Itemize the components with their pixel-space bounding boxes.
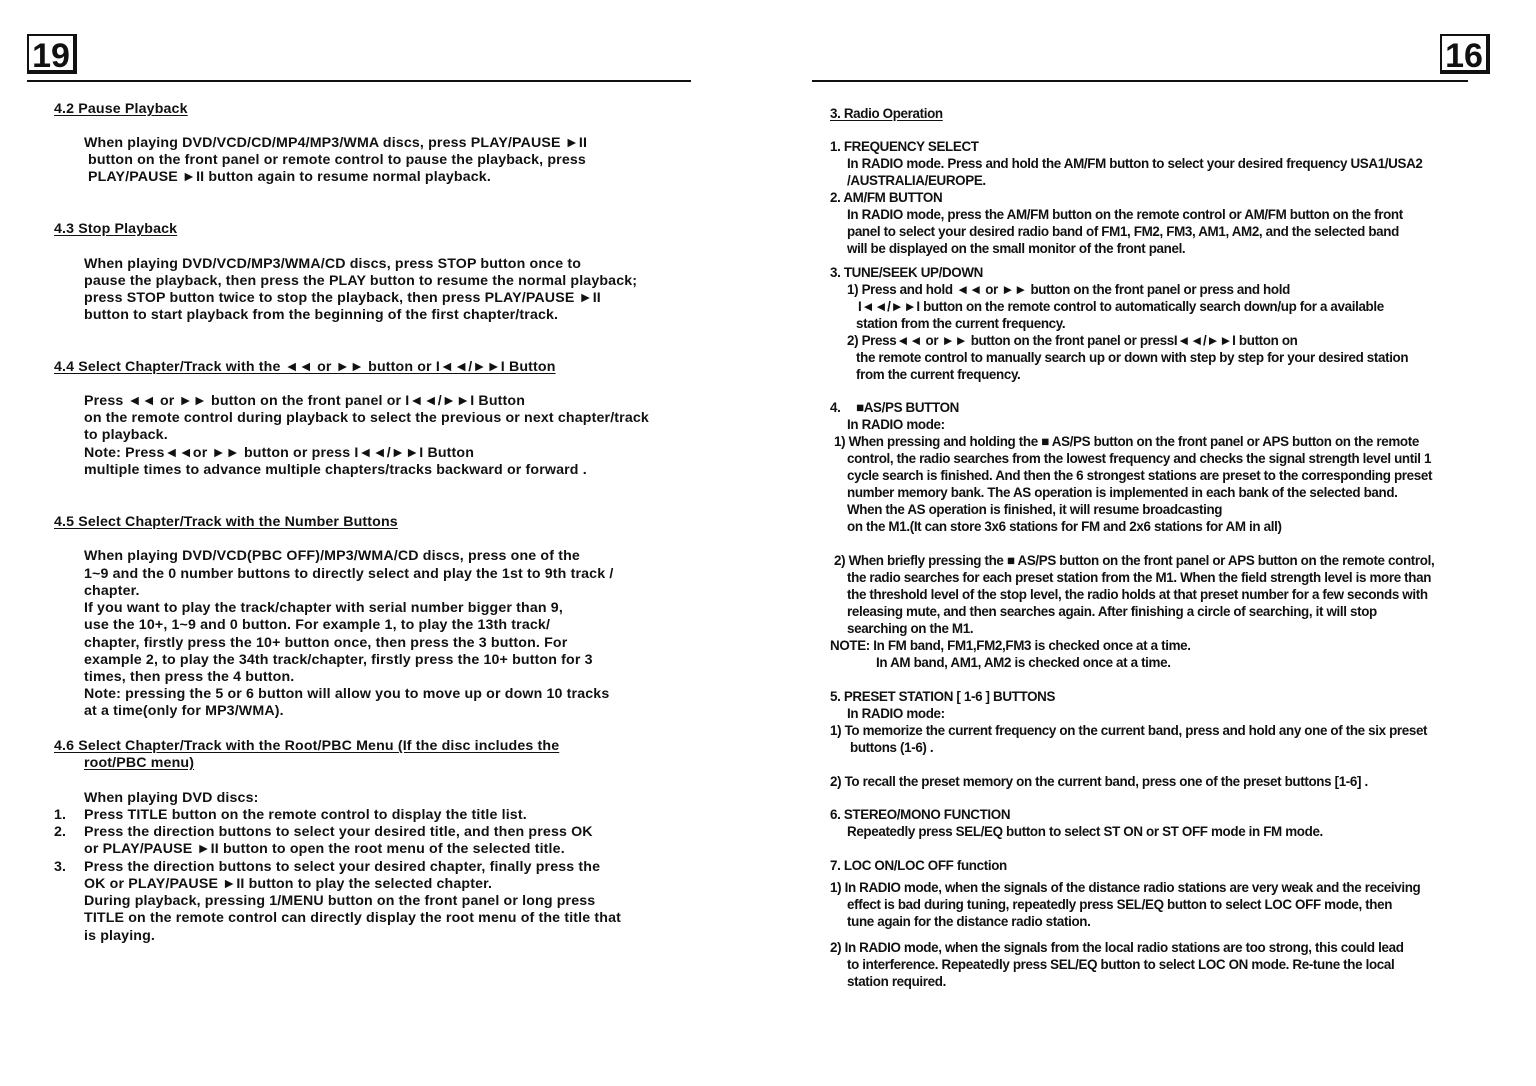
text-line: the threshold level of the stop level, the radio holds at that preset number for a few seconds with — [847, 587, 1428, 602]
text-line: 1) When pressing and holding the ■ AS/PS button on the front panel or APS button on the remote — [834, 434, 1419, 449]
list-number: 4. — [830, 400, 841, 415]
text-line: number memory bank. The AS operation is implemented in each bank of the selected band. — [847, 485, 1398, 500]
right-header-rule — [812, 80, 1468, 82]
left-page-number: 19 — [27, 34, 77, 74]
text-line: When playing DVD/VCD/CD/MP4/MP3/WMA discs, press PLAY/PAUSE ►II — [84, 135, 588, 151]
text-line: use the 10+, 1~9 and 0 button. For example 1, to play the 13th track/ — [84, 617, 551, 633]
text-line: releasing mute, and then searches again. After finishing a circle of searching, it will stop — [847, 604, 1377, 619]
text-line: at a time(only for MP3/WMA). — [84, 703, 284, 719]
text-line: 2) When briefly pressing the ■ AS/PS button on the front panel or APS button on the remote control, — [834, 553, 1435, 568]
text-line: During playback, pressing 1/MENU button on the front panel or long press — [84, 893, 596, 909]
text-line: to interference. Repeatedly press SEL/EQ button to select LOC ON mode. Re-tune the local — [847, 957, 1395, 972]
text-line: on the remote control during playback to select the previous or next chapter/track — [84, 410, 649, 426]
text-line: 2) Press◄◄ or ►► button on the front panel or pressI◄◄/►►I button on — [847, 333, 1298, 348]
text-line: Press the direction buttons to select your desired title, and then press OK — [84, 824, 593, 840]
text-line: times, then press the 4 button. — [84, 669, 295, 685]
text-line: multiple times to advance multiple chapters/tracks backward or forward . — [84, 462, 587, 478]
heading-4-3: 4.3 Stop Playback — [54, 221, 178, 237]
list-number: 2. — [54, 824, 67, 840]
text-line: cycle search is finished. And then the 6 strongest stations are preset to the corresponding preset — [847, 468, 1433, 483]
text-line: station required. — [847, 974, 946, 989]
text-line: is playing. — [84, 928, 156, 944]
text-line: Press the direction buttons to select your desired chapter, finally press the — [84, 859, 601, 875]
right-page-number: 16 — [1440, 34, 1490, 74]
text-line: /AUSTRALIA/EUROPE. — [847, 173, 986, 188]
text-line: will be displayed on the small monitor of the front panel. — [847, 241, 1186, 256]
text-line: chapter, firstly press the 10+ button once, then press the 3 button. For — [84, 635, 568, 651]
heading-4-2: 4.2 Pause Playback — [54, 101, 188, 117]
text-line: When playing DVD/VCD/MP3/WMA/CD discs, press STOP button once to — [84, 256, 582, 272]
text-line: In RADIO mode. Press and hold the AM/FM button to select your desired frequency USA1/USA2 — [847, 156, 1423, 171]
text-line: buttons (1-6) . — [850, 740, 934, 755]
text-line: 2) In RADIO mode, when the signals from the local radio stations are too strong, this could lead — [830, 940, 1404, 955]
text-line: control, the radio searches from the lowest frequency and checks the signal strength level until 1 — [847, 451, 1432, 466]
text-line: from the current frequency. — [856, 367, 1021, 382]
text-line: 1~9 and the 0 number buttons to directly select and play the 1st to 9th track / — [84, 566, 614, 582]
text-line: Press ◄◄ or ►► button on the front panel or I◄◄/►►I Button — [84, 393, 526, 409]
text-line: PLAY/PAUSE ►II button again to resume normal playback. — [88, 169, 491, 185]
heading-4-5: 4.5 Select Chapter/Track with the Number Buttons — [54, 514, 398, 530]
text-line: 1. FREQUENCY SELECT — [830, 139, 979, 154]
text-line: to playback. — [84, 427, 168, 443]
text-line: 5. PRESET STATION [ 1-6 ] BUTTONS — [830, 689, 1056, 704]
text-line: In AM band, AM1, AM2 is checked once at a time. — [876, 655, 1171, 670]
text-line: 1) In RADIO mode, when the signals of the distance radio stations are very weak and the receiving — [830, 880, 1421, 895]
text-line: button to start playback from the beginning of the first chapter/track. — [84, 307, 559, 323]
text-line: panel to select your desired radio band of FM1, FM2, FM3, AM1, AM2, and the selected band — [847, 224, 1399, 239]
text-line: When playing DVD/VCD(PBC OFF)/MP3/WMA/CD discs, press one of the — [84, 548, 580, 564]
text-line: ■AS/PS BUTTON — [856, 400, 959, 415]
text-line: TITLE on the remote control can directly display the root menu of the title that — [84, 910, 621, 926]
heading-radio-operation: 3. Radio Operation — [830, 106, 943, 121]
text-line: the radio searches for each preset station from the M1. When the field strength level is more than — [847, 570, 1432, 585]
text-line: button on the front panel or remote control to pause the playback, press — [88, 152, 586, 168]
text-line: I◄◄/►►I button on the remote control to automatically search down/up for a available — [858, 299, 1384, 314]
text-line: In RADIO mode: — [847, 706, 945, 721]
text-line: Note: Press◄◄or ►► button or press I◄◄/►►I Button — [84, 445, 475, 461]
text-line: When playing DVD discs: — [84, 790, 259, 806]
text-line: NOTE: In FM band, FM1,FM2,FM3 is checked once at a time. — [830, 638, 1191, 653]
text-line: 6. STEREO/MONO FUNCTION — [830, 807, 1011, 822]
text-line: pause the playback, then press the PLAY button to resume the normal playback; — [84, 273, 638, 289]
text-line: 1) To memorize the current frequency on the current band, press and hold any one of the six preset — [830, 723, 1428, 738]
text-line: chapter. — [84, 583, 140, 599]
text-line: station from the current frequency. — [856, 316, 1066, 331]
text-line: Press TITLE button on the remote control to display the title list. — [84, 807, 527, 823]
text-line: press STOP button twice to stop the playback, then press PLAY/PAUSE ►II — [84, 290, 601, 306]
text-line: searching on the M1. — [847, 621, 974, 636]
list-number: 1. — [54, 807, 67, 823]
heading-4-4: 4.4 Select Chapter/Track with the ◄◄ or ►► button or I◄◄/►►I Button — [54, 359, 556, 375]
text-line: the remote control to manually search up or down with step by step for your desired station — [856, 350, 1409, 365]
text-line: 3. TUNE/SEEK UP/DOWN — [830, 265, 983, 280]
text-line: Note: pressing the 5 or 6 button will allow you to move up or down 10 tracks — [84, 686, 610, 702]
text-line: Repeatedly press SEL/EQ button to select ST ON or ST OFF mode in FM mode. — [847, 824, 1323, 839]
text-line: 2) To recall the preset memory on the current band, press one of the preset buttons [1-6] . — [830, 774, 1368, 789]
text-line: OK or PLAY/PAUSE ►II button to play the selected chapter. — [84, 876, 493, 892]
text-line: 2. AM/FM BUTTON — [830, 190, 943, 205]
text-line: In RADIO mode: — [847, 417, 945, 432]
text-line: or PLAY/PAUSE ►II button to open the root menu of the selected title. — [84, 841, 565, 857]
text-line: tune again for the distance radio station. — [847, 914, 1091, 929]
text-line: on the M1.(It can store 3x6 stations for FM and 2x6 stations for AM in all) — [847, 519, 1282, 534]
text-line: In RADIO mode, press the AM/FM button on the remote control or AM/FM button on the front — [847, 207, 1403, 222]
text-line: If you want to play the track/chapter with serial number bigger than 9, — [84, 600, 563, 616]
text-line: example 2, to play the 34th track/chapter, firstly press the 10+ button for 3 — [84, 652, 593, 668]
text-line: effect is bad during tuning, repeatedly press SEL/EQ button to select LOC OFF mode, then — [847, 897, 1393, 912]
text-line: When the AS operation is finished, it will resume broadcasting — [847, 502, 1223, 517]
list-number: 3. — [54, 859, 67, 875]
left-header-rule — [27, 80, 691, 82]
text-line: 1) Press and hold ◄◄ or ►► button on the front panel or press and hold — [847, 282, 1290, 297]
text-line: 7. LOC ON/LOC OFF function — [830, 858, 1007, 873]
heading-4-6-cont: root/PBC menu) — [84, 755, 195, 771]
heading-4-6: 4.6 Select Chapter/Track with the Root/PBC Menu (If the disc includes the — [54, 738, 560, 754]
